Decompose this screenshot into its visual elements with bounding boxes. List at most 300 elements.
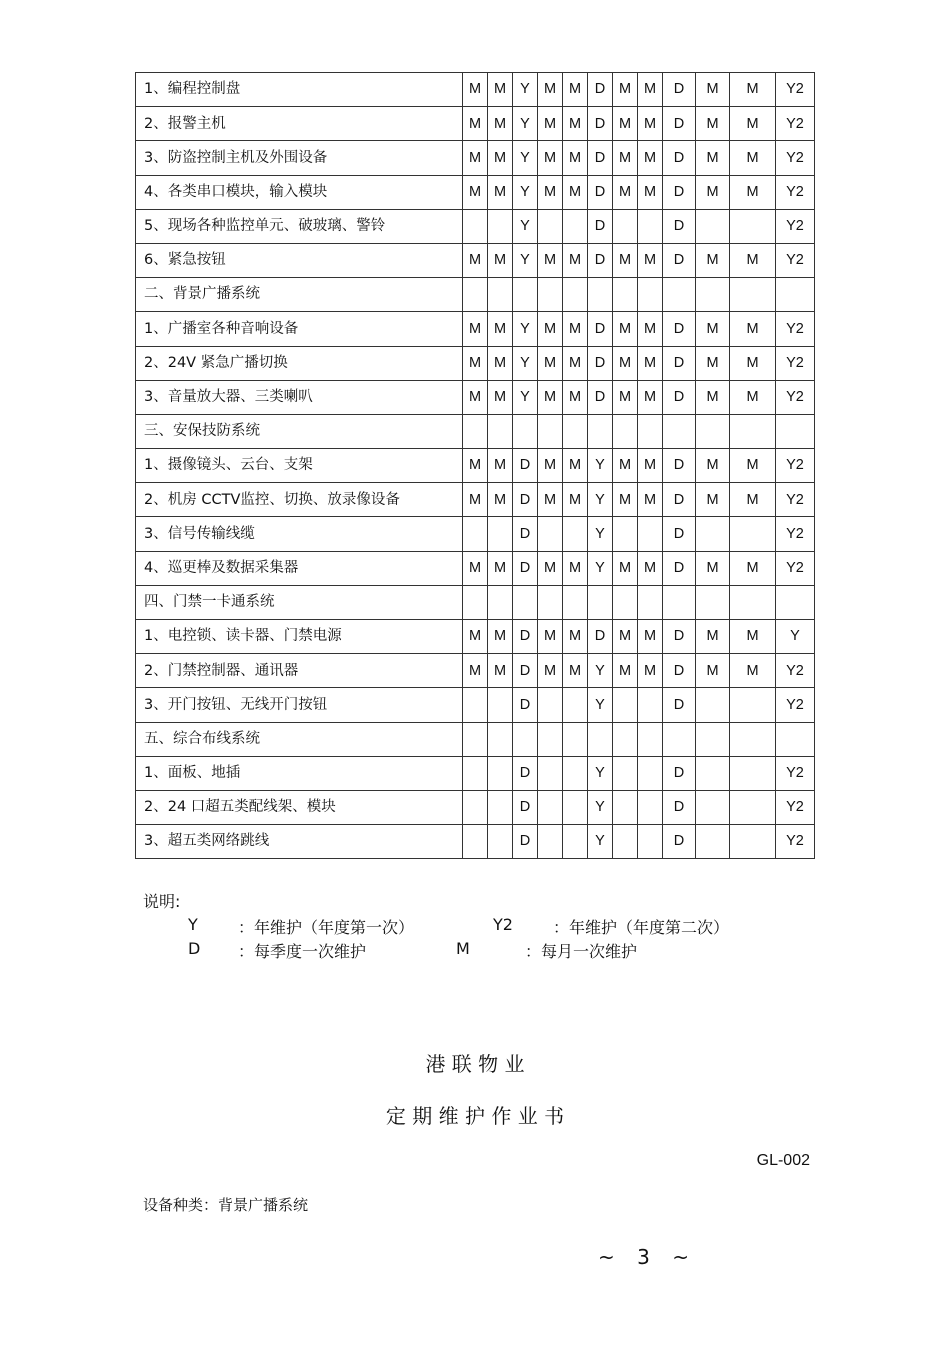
schedule-cell: M <box>613 107 638 141</box>
table-row <box>136 483 815 517</box>
schedule-cell: M <box>696 141 730 175</box>
schedule-cell: M <box>488 312 513 346</box>
schedule-cell: M <box>730 654 776 688</box>
schedule-cell <box>538 209 563 243</box>
schedule-cell: D <box>588 243 613 277</box>
schedule-cell: M <box>563 175 588 209</box>
schedule-cell <box>696 688 730 722</box>
schedule-cell: D <box>663 688 696 722</box>
schedule-cell: M <box>730 620 776 654</box>
schedule-cell <box>538 756 563 790</box>
schedule-cell: M <box>696 654 730 688</box>
schedule-cell: M <box>463 483 488 517</box>
item-name-cell: 3、信号传输线缆 <box>136 517 463 551</box>
legend-y2-code: Y2 <box>493 915 513 934</box>
schedule-cell: M <box>638 312 663 346</box>
schedule-cell: Y <box>776 620 815 654</box>
schedule-cell: M <box>538 312 563 346</box>
item-name-cell: 3、防盗控制主机及外围设备 <box>136 141 463 175</box>
schedule-cell: M <box>696 380 730 414</box>
schedule-cell: M <box>463 243 488 277</box>
schedule-cell <box>730 722 776 756</box>
schedule-cell: D <box>513 551 538 585</box>
schedule-cell <box>463 722 488 756</box>
schedule-cell: Y <box>513 107 538 141</box>
schedule-cell: Y2 <box>776 175 815 209</box>
schedule-cell: M <box>613 346 638 380</box>
schedule-cell: D <box>513 449 538 483</box>
schedule-cell: M <box>463 620 488 654</box>
schedule-cell: M <box>696 346 730 380</box>
schedule-cell: D <box>663 517 696 551</box>
schedule-cell: M <box>613 243 638 277</box>
schedule-cell: D <box>513 756 538 790</box>
table-row <box>136 825 815 859</box>
schedule-cell: Y <box>588 483 613 517</box>
schedule-cell: Y <box>588 449 613 483</box>
schedule-cell: M <box>563 346 588 380</box>
item-name-cell: 三、安保技防系统 <box>136 414 463 448</box>
schedule-cell: D <box>663 243 696 277</box>
schedule-cell <box>696 517 730 551</box>
schedule-cell <box>488 825 513 859</box>
item-name-cell: 1、广播室各种音响设备 <box>136 312 463 346</box>
table-row <box>136 620 815 654</box>
schedule-cell <box>463 688 488 722</box>
schedule-cell: M <box>638 620 663 654</box>
table-row <box>136 790 815 824</box>
schedule-cell: Y2 <box>776 73 815 107</box>
table-row <box>136 688 815 722</box>
schedule-cell: M <box>730 73 776 107</box>
table-row <box>136 346 815 380</box>
schedule-cell: M <box>488 141 513 175</box>
schedule-cell <box>488 688 513 722</box>
schedule-cell: M <box>563 654 588 688</box>
schedule-cell <box>538 585 563 619</box>
schedule-cell <box>730 825 776 859</box>
item-name-cell: 五、综合布线系统 <box>136 722 463 756</box>
item-name-cell: 6、紧急按钮 <box>136 243 463 277</box>
schedule-cell: M <box>613 654 638 688</box>
schedule-cell: M <box>638 449 663 483</box>
schedule-cell: M <box>463 551 488 585</box>
table-row <box>136 141 815 175</box>
schedule-cell: D <box>663 209 696 243</box>
schedule-cell: M <box>563 312 588 346</box>
schedule-cell: M <box>730 312 776 346</box>
schedule-body <box>136 73 815 859</box>
schedule-cell: Y2 <box>776 209 815 243</box>
schedule-cell: Y <box>513 312 538 346</box>
schedule-cell: Y <box>588 551 613 585</box>
schedule-cell: M <box>463 449 488 483</box>
schedule-cell: D <box>663 620 696 654</box>
schedule-cell: D <box>588 346 613 380</box>
schedule-cell: D <box>663 790 696 824</box>
schedule-cell <box>776 585 815 619</box>
schedule-cell: M <box>696 243 730 277</box>
item-name-cell: 4、巡更棒及数据采集器 <box>136 551 463 585</box>
schedule-cell: M <box>538 73 563 107</box>
schedule-cell: Y2 <box>776 141 815 175</box>
table-row <box>136 107 815 141</box>
schedule-cell: Y <box>513 346 538 380</box>
schedule-cell: M <box>730 380 776 414</box>
schedule-cell <box>563 209 588 243</box>
table-row <box>136 414 815 448</box>
schedule-cell: D <box>588 209 613 243</box>
schedule-cell: D <box>663 380 696 414</box>
schedule-cell: D <box>588 73 613 107</box>
schedule-cell: M <box>696 551 730 585</box>
legend-y-code: Y <box>188 915 198 934</box>
schedule-cell <box>488 209 513 243</box>
schedule-cell: M <box>563 73 588 107</box>
schedule-cell: Y2 <box>776 449 815 483</box>
schedule-cell <box>613 790 638 824</box>
schedule-cell <box>563 825 588 859</box>
schedule-cell: D <box>513 825 538 859</box>
item-name-cell: 2、报警主机 <box>136 107 463 141</box>
document-title: 定 期 维 护 作 业 书 <box>385 1104 565 1128</box>
table-row <box>136 722 815 756</box>
document-code: GL-002 <box>756 1152 810 1169</box>
schedule-cell: D <box>663 73 696 107</box>
schedule-cell: M <box>538 551 563 585</box>
equipment-category: 设备种类：背景广播系统 <box>143 1196 309 1214</box>
schedule-cell: M <box>538 175 563 209</box>
schedule-cell: M <box>538 483 563 517</box>
schedule-cell: M <box>563 551 588 585</box>
schedule-cell <box>638 790 663 824</box>
schedule-cell <box>638 722 663 756</box>
schedule-cell: D <box>663 825 696 859</box>
schedule-cell: M <box>538 346 563 380</box>
schedule-cell: M <box>538 654 563 688</box>
item-name-cell: 2、机房 CCTV监控、切换、放录像设备 <box>136 483 463 517</box>
schedule-cell: M <box>563 243 588 277</box>
schedule-cell <box>538 517 563 551</box>
schedule-cell: M <box>613 449 638 483</box>
schedule-cell: D <box>588 312 613 346</box>
schedule-cell: M <box>538 243 563 277</box>
schedule-cell: M <box>730 551 776 585</box>
schedule-cell <box>696 825 730 859</box>
schedule-cell <box>563 585 588 619</box>
schedule-cell: M <box>730 243 776 277</box>
table-row <box>136 654 815 688</box>
legend-m-desc: ：每月一次维护 <box>525 942 638 961</box>
schedule-cell <box>538 278 563 312</box>
schedule-cell <box>730 278 776 312</box>
schedule-cell: M <box>638 654 663 688</box>
schedule-cell: D <box>663 312 696 346</box>
schedule-cell: M <box>730 346 776 380</box>
schedule-cell: M <box>638 141 663 175</box>
schedule-cell: Y2 <box>776 654 815 688</box>
schedule-cell: M <box>463 346 488 380</box>
schedule-cell: M <box>696 175 730 209</box>
schedule-cell: M <box>563 107 588 141</box>
schedule-cell: Y2 <box>776 483 815 517</box>
company-name: 港 联 物 业 <box>425 1052 525 1076</box>
schedule-cell: M <box>638 243 663 277</box>
schedule-cell <box>776 278 815 312</box>
schedule-cell: M <box>563 449 588 483</box>
schedule-cell <box>538 688 563 722</box>
schedule-cell: M <box>538 107 563 141</box>
schedule-cell: D <box>513 654 538 688</box>
schedule-cell <box>696 756 730 790</box>
schedule-cell: D <box>513 620 538 654</box>
schedule-cell: M <box>463 175 488 209</box>
schedule-cell: M <box>563 380 588 414</box>
legend-m-code: M <box>456 939 470 958</box>
schedule-cell: M <box>488 551 513 585</box>
schedule-cell: M <box>563 620 588 654</box>
schedule-cell <box>696 722 730 756</box>
schedule-cell: Y <box>513 243 538 277</box>
schedule-cell <box>730 209 776 243</box>
schedule-cell <box>563 756 588 790</box>
table-row <box>136 585 815 619</box>
schedule-cell: M <box>696 620 730 654</box>
schedule-cell: Y <box>588 654 613 688</box>
schedule-cell: D <box>663 483 696 517</box>
schedule-cell: M <box>488 380 513 414</box>
table-row <box>136 278 815 312</box>
schedule-cell: M <box>638 175 663 209</box>
schedule-cell: M <box>638 346 663 380</box>
schedule-cell <box>663 414 696 448</box>
schedule-cell: M <box>488 449 513 483</box>
schedule-cell: M <box>613 380 638 414</box>
item-name-cell: 四、门禁一卡通系统 <box>136 585 463 619</box>
schedule-cell <box>463 585 488 619</box>
schedule-cell <box>776 414 815 448</box>
schedule-cell <box>488 722 513 756</box>
schedule-cell: M <box>730 141 776 175</box>
table-row <box>136 449 815 483</box>
table-row <box>136 551 815 585</box>
schedule-cell <box>463 825 488 859</box>
schedule-cell: M <box>463 654 488 688</box>
schedule-cell <box>463 756 488 790</box>
schedule-cell: M <box>696 73 730 107</box>
table-row <box>136 209 815 243</box>
schedule-cell <box>730 517 776 551</box>
schedule-cell: D <box>588 380 613 414</box>
schedule-cell <box>696 414 730 448</box>
schedule-cell: D <box>663 175 696 209</box>
schedule-cell <box>638 756 663 790</box>
page-number: ~ 3 ~ <box>598 1245 697 1269</box>
schedule-cell: Y2 <box>776 688 815 722</box>
item-name-cell: 5、现场各种监控单元、破玻璃、警铃 <box>136 209 463 243</box>
schedule-cell: M <box>730 483 776 517</box>
schedule-cell <box>730 756 776 790</box>
schedule-cell: M <box>696 312 730 346</box>
schedule-cell: M <box>638 483 663 517</box>
schedule-cell <box>613 585 638 619</box>
schedule-cell <box>538 722 563 756</box>
schedule-cell: Y2 <box>776 790 815 824</box>
schedule-cell: M <box>463 380 488 414</box>
schedule-cell <box>696 209 730 243</box>
schedule-cell <box>563 688 588 722</box>
schedule-cell: Y <box>588 688 613 722</box>
schedule-cell: M <box>538 449 563 483</box>
schedule-cell <box>613 414 638 448</box>
schedule-cell: D <box>663 141 696 175</box>
schedule-cell: D <box>588 141 613 175</box>
schedule-cell <box>513 278 538 312</box>
schedule-cell <box>538 825 563 859</box>
schedule-cell: M <box>488 654 513 688</box>
schedule-cell: M <box>488 107 513 141</box>
schedule-cell: Y2 <box>776 346 815 380</box>
schedule-cell <box>730 688 776 722</box>
schedule-cell: M <box>613 73 638 107</box>
schedule-cell: M <box>488 620 513 654</box>
schedule-cell <box>538 414 563 448</box>
schedule-cell <box>663 585 696 619</box>
schedule-cell: D <box>588 175 613 209</box>
schedule-cell <box>613 278 638 312</box>
schedule-cell: M <box>730 107 776 141</box>
schedule-cell: M <box>538 141 563 175</box>
schedule-cell: D <box>663 346 696 380</box>
schedule-cell: Y2 <box>776 243 815 277</box>
schedule-cell <box>463 517 488 551</box>
schedule-cell: D <box>513 790 538 824</box>
schedule-cell <box>776 722 815 756</box>
schedule-cell: M <box>488 243 513 277</box>
legend-y2-desc: ：年维护（年度第二次） <box>553 918 730 937</box>
schedule-cell <box>613 825 638 859</box>
schedule-cell: D <box>663 107 696 141</box>
schedule-cell: M <box>463 107 488 141</box>
schedule-cell: D <box>663 551 696 585</box>
item-name-cell: 1、编程控制盘 <box>136 73 463 107</box>
maintenance-schedule-table <box>135 72 815 859</box>
schedule-cell: Y2 <box>776 825 815 859</box>
schedule-cell: M <box>613 312 638 346</box>
schedule-cell <box>638 414 663 448</box>
table-row <box>136 243 815 277</box>
schedule-cell: Y2 <box>776 312 815 346</box>
schedule-cell <box>588 278 613 312</box>
schedule-cell: M <box>488 346 513 380</box>
schedule-cell: Y2 <box>776 380 815 414</box>
schedule-cell: D <box>513 517 538 551</box>
schedule-cell <box>463 414 488 448</box>
schedule-cell: Y <box>513 141 538 175</box>
schedule-cell <box>488 790 513 824</box>
schedule-cell <box>588 414 613 448</box>
table-row <box>136 756 815 790</box>
schedule-cell: M <box>696 449 730 483</box>
table-row <box>136 380 815 414</box>
schedule-cell: Y <box>588 790 613 824</box>
item-name-cell: 1、摄像镜头、云台、支架 <box>136 449 463 483</box>
schedule-cell: Y <box>513 209 538 243</box>
schedule-cell: Y <box>513 73 538 107</box>
item-name-cell: 3、开门按钮、无线开门按钮 <box>136 688 463 722</box>
schedule-cell: D <box>513 483 538 517</box>
schedule-cell <box>463 790 488 824</box>
item-name-cell: 1、电控锁、读卡器、门禁电源 <box>136 620 463 654</box>
item-name-cell: 1、面板、地插 <box>136 756 463 790</box>
schedule-cell: D <box>588 107 613 141</box>
legend-y-desc: ：年维护（年度第一次） <box>238 918 415 937</box>
schedule-cell <box>613 517 638 551</box>
schedule-cell: Y <box>588 756 613 790</box>
schedule-cell <box>638 688 663 722</box>
schedule-cell: M <box>696 483 730 517</box>
schedule-cell <box>638 585 663 619</box>
schedule-cell <box>638 209 663 243</box>
schedule-cell <box>563 790 588 824</box>
schedule-cell: M <box>638 107 663 141</box>
schedule-cell <box>730 414 776 448</box>
item-name-cell: 2、24V 紧急广播切换 <box>136 346 463 380</box>
item-name-cell: 3、超五类网络跳线 <box>136 825 463 859</box>
schedule-cell: M <box>488 73 513 107</box>
schedule-cell: M <box>730 449 776 483</box>
schedule-cell <box>588 585 613 619</box>
schedule-cell <box>488 278 513 312</box>
schedule-cell <box>538 790 563 824</box>
legend-d-desc: ：每季度一次维护 <box>238 942 367 961</box>
schedule-cell: Y <box>588 825 613 859</box>
schedule-cell <box>563 278 588 312</box>
schedule-cell <box>488 756 513 790</box>
schedule-cell: Y <box>513 175 538 209</box>
schedule-cell: M <box>463 73 488 107</box>
table-row <box>136 517 815 551</box>
schedule-cell: M <box>463 141 488 175</box>
schedule-cell: M <box>563 141 588 175</box>
schedule-cell <box>638 825 663 859</box>
item-name-cell: 2、门禁控制器、通讯器 <box>136 654 463 688</box>
schedule-cell <box>513 722 538 756</box>
schedule-cell: M <box>638 380 663 414</box>
schedule-cell <box>513 585 538 619</box>
table-row <box>136 312 815 346</box>
item-name-cell: 3、音量放大器、三类喇叭 <box>136 380 463 414</box>
schedule-cell <box>696 585 730 619</box>
legend-heading: 说明: <box>143 892 181 911</box>
item-name-cell: 二、背景广播系统 <box>136 278 463 312</box>
schedule-cell: M <box>696 107 730 141</box>
schedule-cell <box>696 790 730 824</box>
schedule-cell <box>588 722 613 756</box>
schedule-cell <box>730 790 776 824</box>
schedule-cell <box>696 278 730 312</box>
schedule-cell: D <box>588 620 613 654</box>
schedule-cell <box>463 209 488 243</box>
schedule-cell: M <box>538 380 563 414</box>
table-row <box>136 73 815 107</box>
schedule-cell <box>613 756 638 790</box>
schedule-cell: M <box>463 312 488 346</box>
schedule-cell <box>488 585 513 619</box>
schedule-cell: D <box>663 449 696 483</box>
schedule-cell: M <box>563 483 588 517</box>
schedule-cell: M <box>613 175 638 209</box>
